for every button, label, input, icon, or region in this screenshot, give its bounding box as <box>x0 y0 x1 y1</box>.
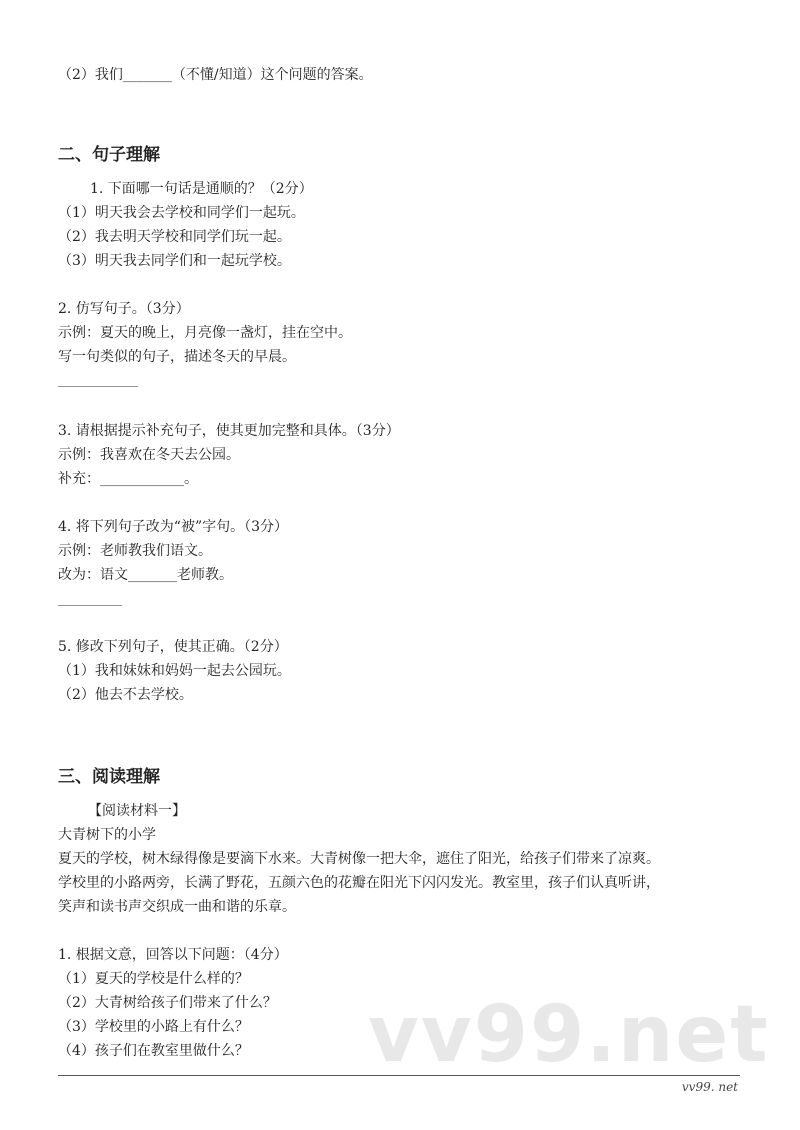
question-line: （2）我们_______（不懂/知道）这个问题的答案。 <box>58 67 373 83</box>
question-line: 1. 根据文意，回答以下问题：（4分） <box>58 947 288 963</box>
watermark: vv99.net <box>368 990 770 1080</box>
question-line: 4. 将下列句子改为“被”字句。（3分） <box>58 519 289 535</box>
option-line: （1）明天我会去学校和同学们一起玩。 <box>58 205 305 221</box>
example-line: 示例：老师教我们语文。 <box>58 543 212 559</box>
option-line: （1）我和妹妹和妈妈一起去公园玩。 <box>58 663 291 679</box>
option-line: （1）夏天的学校是什么样的？ <box>58 971 249 987</box>
passage-line: 笑声和读书声交织成一曲和谐的乐章。 <box>58 899 296 915</box>
option-line: （2）他去不去学校。 <box>58 687 193 703</box>
option-line: （3）明天我去同学们和一起玩学校。 <box>58 253 291 269</box>
footer-rule <box>58 1075 740 1076</box>
passage-line: 学校里的小路两旁，长满了野花，五颜六色的花瓣在阳光下闪闪发光。教室里，孩子们认真听讲， <box>58 875 660 891</box>
option-line: （4）孩子们在教室里做什么？ <box>58 1043 249 1059</box>
passage-title: 大青树下的小学 <box>58 827 156 843</box>
passage-line: 夏天的学校，树木绿得像是要滴下水来。大青树像一把大伞，遮住了阳光，给孩子们带来了凉爽。 <box>58 851 660 867</box>
section-heading-3: 三、阅读理解 <box>58 767 160 787</box>
option-line: （3）学校里的小路上有什么？ <box>58 1019 249 1035</box>
material-label: 【阅读材料一】 <box>88 803 186 819</box>
question-line: 1. 下面哪一句话是通顺的？（2分） <box>90 181 313 197</box>
option-line: （2）大青树给孩子们带来了什么？ <box>58 995 277 1011</box>
question-line: 2. 仿写句子。（3分） <box>58 301 190 317</box>
section-heading-2: 二、句子理解 <box>58 145 160 165</box>
fill-line: 补充：____________。 <box>58 471 198 487</box>
question-line: 5. 修改下列句子，使其正确。（2分） <box>58 639 288 655</box>
task-line: 写一句类似的句子，描述冬天的早晨。 <box>58 349 296 365</box>
fill-line: 改为：语文_______老师教。 <box>58 567 233 583</box>
answer-blank <box>58 605 122 606</box>
question-line: 3. 请根据提示补充句子，使其更加完整和具体。（3分） <box>58 423 400 439</box>
footer-site: vv99. net <box>681 1080 738 1094</box>
example-line: 示例：我喜欢在冬天去公园。 <box>58 447 240 463</box>
option-line: （2）我去明天学校和同学们玩一起。 <box>58 229 291 245</box>
answer-blank <box>58 386 138 387</box>
example-line: 示例：夏天的晚上，月亮像一盏灯，挂在空中。 <box>58 325 352 341</box>
